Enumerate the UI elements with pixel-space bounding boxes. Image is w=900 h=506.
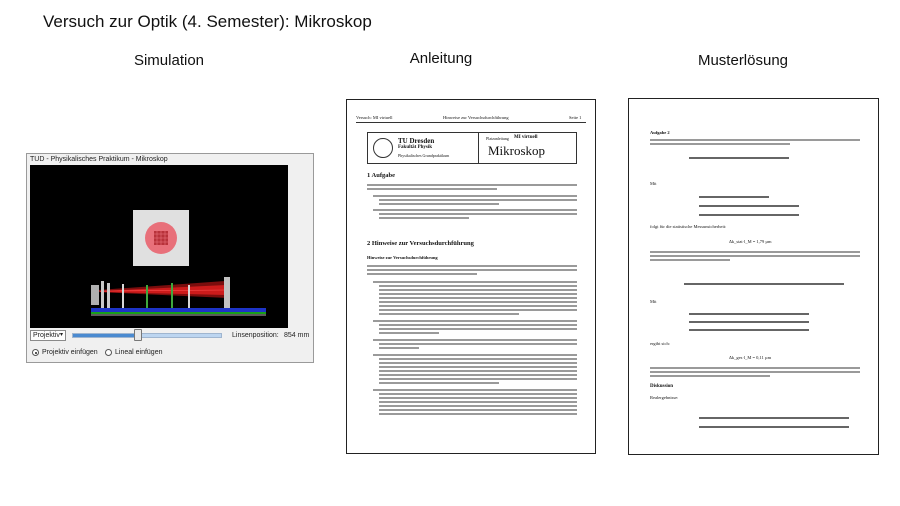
screen-holder bbox=[224, 277, 230, 308]
lens-holder-4 bbox=[146, 285, 148, 308]
lens-position-value: 854 mm bbox=[284, 332, 310, 339]
slide-title: Versuch zur Optik (4. Semester): Mikroskop bbox=[43, 12, 372, 31]
slider-thumb[interactable] bbox=[134, 329, 142, 341]
solution-heading: Musterlösung bbox=[697, 52, 789, 69]
lens-holder-5 bbox=[171, 283, 173, 308]
radio-lineal[interactable] bbox=[105, 349, 112, 356]
doc-univ: TU Dresden bbox=[398, 137, 435, 145]
lens-holder-3 bbox=[122, 284, 124, 308]
doc-section-1: 1 Aufgabe bbox=[367, 172, 395, 179]
optics-canvas[interactable] bbox=[30, 165, 288, 328]
doc-section-2: 2 Hinweise zur Versuchsdurchführung bbox=[367, 240, 474, 247]
guide-document bbox=[346, 99, 596, 454]
doc-faculty: Fakultät Physik bbox=[398, 145, 433, 150]
chevron-down-icon: ▾ bbox=[59, 332, 63, 338]
doc-topic-title: Mikroskop bbox=[488, 143, 546, 158]
doc-header-center: Hinweise zur Versuchsdurchführung bbox=[443, 115, 509, 120]
header-rule bbox=[356, 122, 586, 123]
lens-position-label: Linsenposition: bbox=[232, 332, 279, 339]
rail-blue bbox=[91, 308, 266, 312]
guide-heading: Anleitung bbox=[409, 50, 473, 67]
sol-heading: Aufgabe 2 bbox=[650, 130, 670, 135]
window-title: TUD - Physikalisches Praktikum - Mikroskop bbox=[30, 156, 168, 163]
sol-word-ergibt: ergibt sich: bbox=[650, 341, 671, 346]
sol-word-folgt: folgt für die statistische Messunsicherheit: bbox=[650, 224, 727, 229]
rail-green bbox=[91, 312, 266, 314]
laser-source bbox=[91, 285, 99, 305]
slider-fill bbox=[73, 334, 138, 337]
radio-lineal-label[interactable]: Lineal einfügen bbox=[115, 349, 163, 356]
simulation-window[interactable] bbox=[26, 153, 314, 363]
doc-topic-code: MI virtuell bbox=[514, 135, 538, 140]
radio-projektiv[interactable] bbox=[32, 349, 39, 356]
radio-projektiv-label[interactable]: Projektiv einfügen bbox=[42, 349, 98, 356]
title-box bbox=[367, 132, 577, 164]
optics-scene bbox=[30, 165, 288, 328]
component-dropdown[interactable] bbox=[30, 330, 66, 341]
sol-discussion: Diskussion bbox=[650, 384, 674, 389]
rail-grey bbox=[91, 314, 266, 316]
lens-holder-2 bbox=[107, 283, 110, 308]
title-divider bbox=[478, 133, 479, 163]
sol-discussion-sub: Realergebnisse: bbox=[650, 395, 679, 400]
doc-topic-label: Platzanleitung bbox=[486, 136, 509, 141]
simulation-heading: Simulation bbox=[133, 52, 205, 69]
dropdown-value: Projektiv bbox=[33, 332, 60, 339]
doc-header-left: Versuch: MI virtuell bbox=[356, 115, 393, 120]
sol-word-mit: Mit bbox=[650, 181, 657, 186]
lens-holder-1 bbox=[101, 281, 104, 308]
lens-holder-6 bbox=[188, 285, 190, 308]
solution-document bbox=[628, 98, 879, 455]
sol-word-mit-2: Mit bbox=[650, 299, 657, 304]
doc-subsection: Hinweise zur Versuchsdurchführung bbox=[367, 255, 438, 260]
doc-lab: Physikalisches Grundpraktikum bbox=[398, 153, 450, 158]
doc-header-right: Seite 1 bbox=[569, 115, 582, 120]
tud-logo bbox=[373, 138, 393, 158]
lens-position-slider[interactable] bbox=[72, 333, 222, 338]
sol-result-2: Δk_ges·l_M = 0,11 µm bbox=[729, 355, 772, 360]
sol-result-1: Δk_stat·l_M = 1,79 µm bbox=[729, 239, 772, 244]
